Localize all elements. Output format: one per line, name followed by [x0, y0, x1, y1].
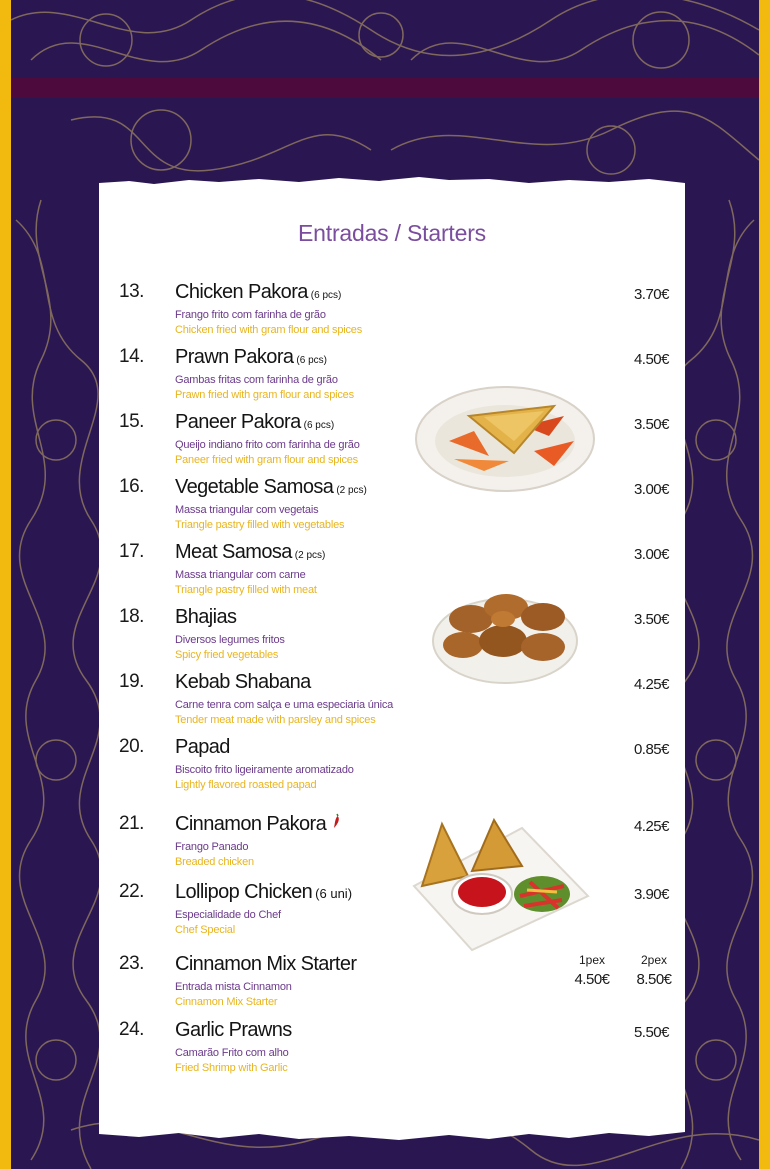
item-number: 13.: [119, 281, 144, 302]
item-name: [175, 881, 352, 904]
item-description-pt: Diversos legumes fritos: [175, 634, 285, 646]
torn-edge-bottom: [99, 1124, 685, 1142]
item-name-text: Lollipop Chicken: [175, 881, 313, 903]
menu-item: [99, 881, 685, 941]
item-description-en: Paneer fried with gram flour and spices: [175, 454, 358, 466]
item-price: 3.00€: [633, 481, 669, 498]
bhajias-plate-photo: [431, 579, 579, 687]
item-price: 3.90€: [633, 886, 669, 903]
item-quantity: (6 pcs): [303, 420, 335, 431]
item-number: 23.: [119, 953, 144, 974]
torn-edge-top: [99, 174, 685, 188]
item-description-pt: Especialidade do Chef: [175, 909, 281, 921]
item-name-text: Papad: [175, 736, 230, 758]
item-description-en: Prawn fried with gram flour and spices: [175, 389, 354, 401]
item-description-pt: Frango Panado: [175, 841, 249, 853]
item-number: 19.: [119, 671, 144, 692]
menu-item: [99, 281, 685, 341]
item-name: [175, 541, 325, 564]
item-name-text: Vegetable Samosa: [175, 476, 334, 498]
item-description-en: Fried Shrimp with Garlic: [175, 1062, 288, 1074]
portion-label: 1pex: [578, 953, 606, 967]
item-description-pt: Massa triangular com carne: [175, 569, 306, 581]
menu-item: [99, 411, 685, 471]
portion-label: 2pex: [640, 953, 668, 967]
item-name: [175, 476, 367, 499]
item-price: 0.85€: [633, 741, 669, 758]
item-name-text: Bhajias: [175, 606, 237, 628]
item-name-text: Garlic Prawns: [175, 1019, 292, 1041]
item-name-text: Cinnamon Mix Starter: [175, 953, 357, 975]
item-name: [175, 671, 311, 694]
item-description-pt: Gambas fritas com farinha de grão: [175, 374, 338, 386]
portion-price: 4.50€: [574, 971, 610, 988]
item-name: [175, 953, 356, 976]
item-price: 4.25€: [633, 676, 669, 693]
item-name: [175, 736, 230, 759]
item-price: 3.00€: [633, 546, 669, 563]
menu-item: [99, 1019, 685, 1079]
menu-item: [99, 813, 685, 873]
chili-pepper-icon: [331, 813, 341, 829]
menu-title: Entradas / Starters: [298, 220, 486, 246]
item-name: [175, 281, 341, 304]
item-price: 4.50€: [633, 351, 669, 368]
item-number: 14.: [119, 346, 144, 367]
item-description-en: Tender meat made with parsley and spices: [175, 714, 376, 726]
item-name-text: Cinnamon Pakora: [175, 813, 327, 835]
item-name: [175, 1019, 292, 1042]
top-band: [11, 78, 759, 98]
item-description-pt: Queijo indiano frito com farinha de grão: [175, 439, 360, 451]
item-name-text: Kebab Shabana: [175, 671, 311, 693]
item-description-en: Breaded chicken: [175, 856, 254, 868]
item-description-en: Lightly flavored roasted papad: [175, 779, 317, 791]
item-number: 21.: [119, 813, 144, 834]
item-name-text: Paneer Pakora: [175, 411, 301, 433]
item-name: [175, 346, 327, 369]
menu-item: [99, 606, 685, 666]
menu-card: [99, 186, 685, 1126]
item-description-en: Chef Special: [175, 924, 235, 936]
item-description-pt: Entrada mista Cinnamon: [175, 981, 292, 993]
portion-price: 8.50€: [636, 971, 672, 988]
item-number: 22.: [119, 881, 144, 902]
menu-item: [99, 671, 685, 731]
item-price: 3.50€: [633, 416, 669, 433]
item-price: 3.50€: [633, 611, 669, 628]
item-description-en: Triangle pastry filled with vegetables: [175, 519, 345, 531]
menu-item: [99, 541, 685, 601]
menu-item: [99, 736, 685, 796]
item-quantity: (6 uni): [315, 886, 353, 901]
item-quantity: (2 pcs): [336, 485, 367, 496]
item-number: 15.: [119, 411, 144, 432]
item-quantity: (6 pcs): [310, 290, 342, 301]
item-number: 18.: [119, 606, 144, 627]
item-number: 24.: [119, 1019, 144, 1040]
item-name-text: Prawn Pakora: [175, 346, 294, 368]
item-description-en: Triangle pastry filled with meat: [175, 584, 317, 596]
item-description-pt: Massa triangular com vegetais: [175, 504, 319, 516]
item-price: 3.70€: [633, 286, 669, 303]
menu-page: [11, 0, 759, 1169]
item-quantity: (2 pcs): [294, 550, 326, 561]
item-number: 16.: [119, 476, 144, 497]
menu-item: [99, 346, 685, 406]
item-description-en: Spicy fried vegetables: [175, 649, 279, 661]
item-description-pt: Camarão Frito com alho: [175, 1047, 289, 1059]
item-quantity: (6 pcs): [296, 355, 327, 366]
item-name: [175, 813, 341, 836]
menu-item: [99, 476, 685, 536]
item-number: 17.: [119, 541, 144, 562]
item-description-pt: Frango frito com farinha de grão: [175, 309, 326, 321]
item-name: [175, 411, 334, 434]
item-name: [175, 606, 236, 629]
item-description-pt: Carne tenra com salça e uma especiaria única: [175, 699, 394, 711]
item-name-text: Chicken Pakora: [175, 281, 308, 303]
menu-item: [99, 953, 685, 1013]
samosa-plate-photo: [414, 381, 596, 493]
item-price: 5.50€: [633, 1024, 669, 1041]
item-price: 4.25€: [633, 818, 669, 835]
item-description-pt: Biscoito frito ligeiramente aromatizado: [175, 764, 354, 776]
item-number: 20.: [119, 736, 144, 757]
samosa-sauce-platter-photo: [412, 816, 590, 952]
item-description-en: Chicken fried with gram flour and spices: [175, 324, 363, 336]
item-name-text: Meat Samosa: [175, 541, 292, 563]
item-description-en: Cinnamon Mix Starter: [175, 996, 278, 1008]
